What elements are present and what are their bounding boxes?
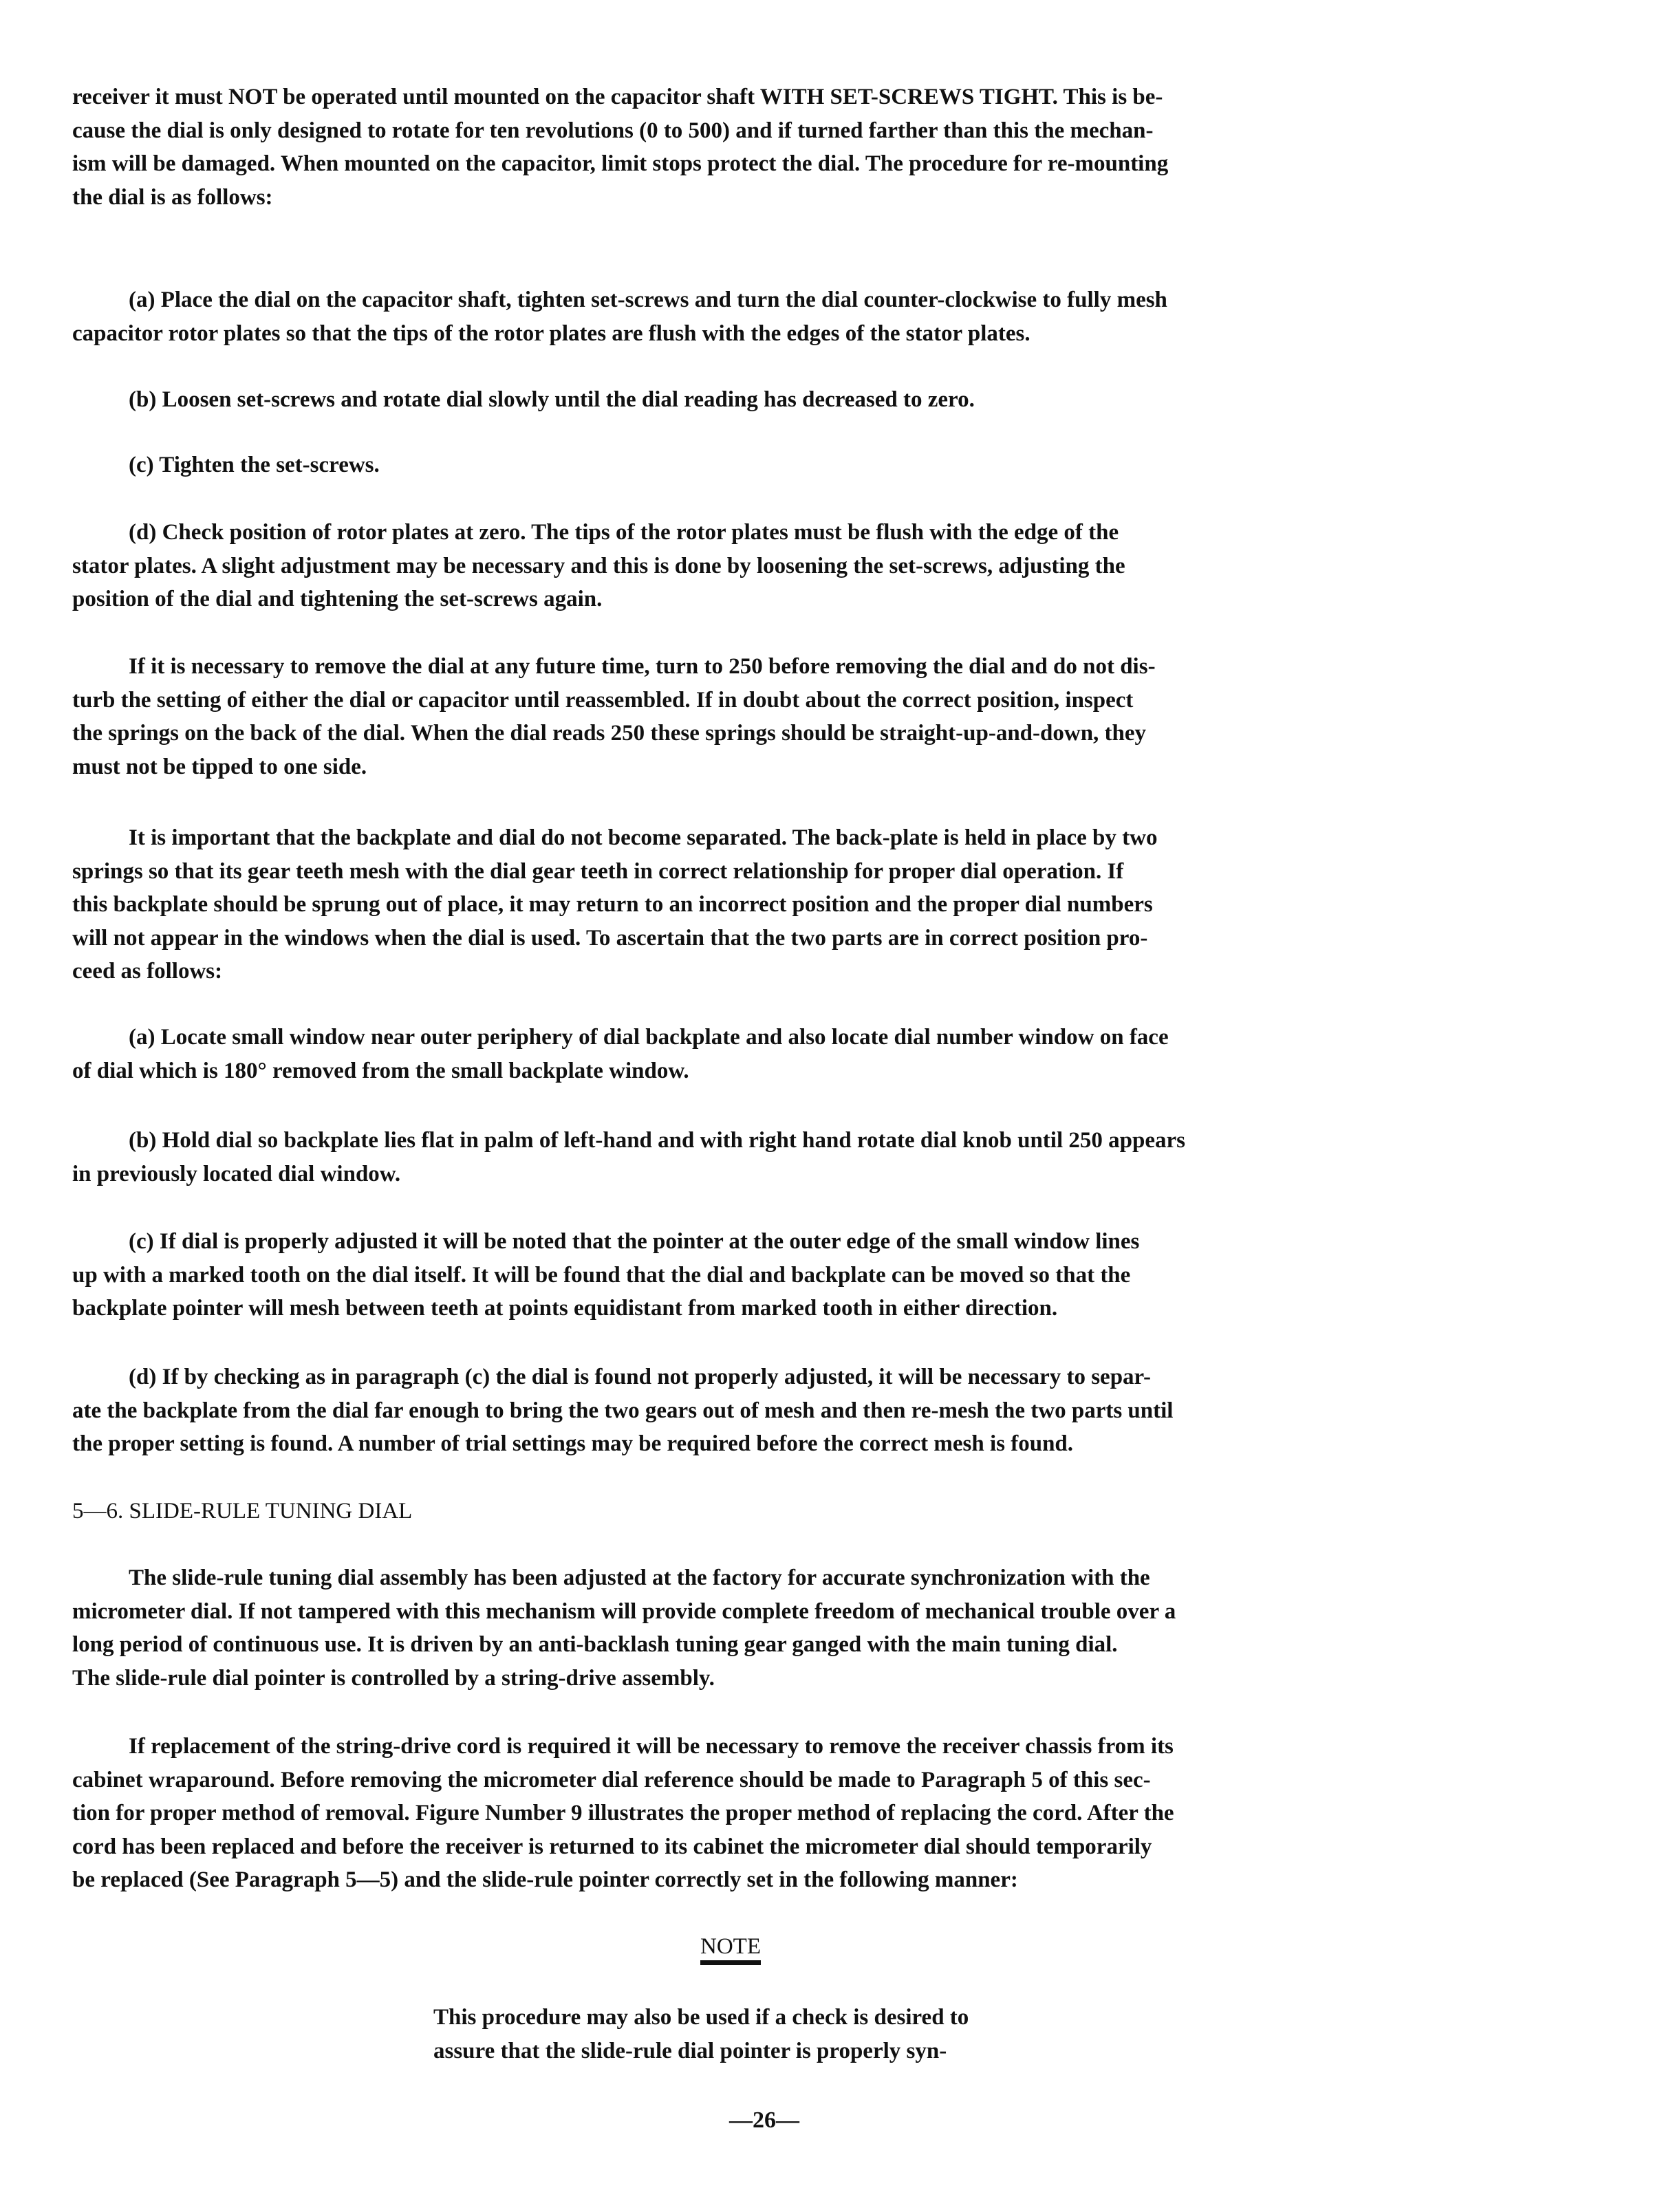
text-line: stator plates. A slight adjustment may be necessary and this is done by loosening the set-screws, adjusting the bbox=[72, 553, 1125, 578]
text-line: of dial which is 180° removed from the small backplate window. bbox=[72, 1058, 689, 1083]
paragraph-cord bbox=[72, 1730, 1489, 1897]
text-line: The slide-rule tuning dial assembly has been adjusted at the factory for accurate synchronization with the bbox=[129, 1565, 1150, 1590]
note-body bbox=[433, 2001, 1259, 2068]
text-line: the proper setting is found. A number of trial settings may be required before the correct mesh is found. bbox=[72, 1431, 1074, 1456]
paragraph-step-a1 bbox=[72, 283, 1489, 350]
text-line: (c) Tighten the set-screws. bbox=[129, 453, 380, 477]
text-line: If it is necessary to remove the dial at any future time, turn to 250 before removing the dial and do not dis- bbox=[129, 654, 1156, 679]
section-heading bbox=[72, 1495, 1489, 1528]
text-line: The slide-rule dial pointer is controlled by a string-drive assembly. bbox=[72, 1665, 715, 1691]
paragraph-step-b2 bbox=[72, 1124, 1489, 1191]
paragraph-step-d1 bbox=[72, 516, 1489, 616]
text-line: position of the dial and tightening the set-screws again. bbox=[72, 587, 603, 611]
text-line: micrometer dial. If not tampered with this mechanism will provide complete freedom of mechanical trouble over a bbox=[72, 1598, 1176, 1624]
text-line: (b) Loosen set-screws and rotate dial slowly until the dial reading has decreased to zero. bbox=[129, 387, 975, 412]
paragraph-slide-rule bbox=[72, 1561, 1489, 1695]
text-line: (b) Hold dial so backplate lies flat in palm of left-hand and with right hand rotate dial knob until 250 appears bbox=[129, 1128, 1185, 1153]
text-line: springs so that its gear teeth mesh with the dial gear teeth in correct relationship for proper dial operation. If bbox=[72, 858, 1124, 884]
text-line: long period of continuous use. It is driven by an anti-backlash tuning gear ganged with the main tuning dial. bbox=[72, 1632, 1118, 1657]
page-number: —26— bbox=[729, 2107, 799, 2133]
text-line: backplate pointer will mesh between teeth at points equidistant from marked tooth in either direction. bbox=[72, 1296, 1058, 1321]
text-line: (c) If dial is properly adjusted it will be noted that the pointer at the outer edge of the small window lines bbox=[129, 1229, 1140, 1254]
text-line: this backplate should be sprung out of place, it may return to an incorrect position and the proper dial numbers bbox=[72, 892, 1153, 917]
text-line: (a) Place the dial on the capacitor shaft, tighten set-screws and turn the dial counter-clockwise to fully mesh bbox=[129, 288, 1167, 312]
paragraph-intro bbox=[72, 80, 1489, 214]
text-line: turb the setting of either the dial or capacitor until reassembled. If in doubt about the correct position, inspect bbox=[72, 687, 1134, 713]
text-line: must not be tipped to one side. bbox=[72, 754, 367, 779]
text-line: (a) Locate small window near outer periphery of dial backplate and also locate dial number window on face bbox=[129, 1025, 1169, 1050]
text-line: It is important that the backplate and dial do not become separated. The back-plate is held in place by two bbox=[129, 825, 1158, 850]
text-line: cause the dial is only designed to rotate for ten revolutions (0 to 500) and if turned farther than this the mechan- bbox=[72, 118, 1154, 143]
paragraph-step-a2 bbox=[72, 1021, 1489, 1087]
text-line: (d) If by checking as in paragraph (c) the dial is found not properly adjusted, it will be necessary to separ- bbox=[129, 1365, 1151, 1389]
paragraph-step-c1 bbox=[72, 448, 1489, 482]
text-line: up with a marked tooth on the dial itself. It will be found that the dial and backplate can be moved so that the bbox=[72, 1262, 1131, 1288]
text-line: capacitor rotor plates so that the tips of the rotor plates are flush with the edges of the stator plates. bbox=[72, 321, 1030, 346]
paragraph-backplate bbox=[72, 821, 1489, 988]
text-line: the springs on the back of the dial. When the dial reads 250 these springs should be straight-up-and-down, they bbox=[72, 721, 1147, 746]
text-line: ate the backplate from the dial far enough to bring the two gears out of mesh and then re-mesh the two parts until bbox=[72, 1398, 1174, 1423]
text-line: tion for proper method of removal. Figure Number 9 illustrates the proper method of replacing the cord. After the bbox=[72, 1801, 1174, 1825]
text-line: cabinet wraparound. Before removing the micrometer dial reference should be made to Paragraph 5 of this sec- bbox=[72, 1767, 1151, 1792]
text-line: cord has been replaced and before the receiver is returned to its cabinet the micrometer dial should temporarily bbox=[72, 1834, 1152, 1859]
note-title: NOTE bbox=[700, 1934, 761, 1959]
text-line: 5—6. SLIDE-RULE TUNING DIAL bbox=[72, 1499, 413, 1524]
text-line: If replacement of the string-drive cord is required it will be necessary to remove the receiver chassis from its bbox=[129, 1734, 1174, 1759]
text-line: ceed as follows: bbox=[72, 959, 223, 984]
text-line: be replaced (See Paragraph 5—5) and the slide-rule pointer correctly set in the following manner: bbox=[72, 1867, 1018, 1892]
paragraph-step-b1 bbox=[72, 383, 1489, 417]
note-line: This procedure may also be used if a check is desired to bbox=[433, 2005, 969, 2030]
text-line: receiver it must NOT be operated until mounted on the capacitor shaft WITH SET-SCREWS TIGHT. This is be- bbox=[72, 85, 1163, 109]
text-line: the dial is as follows: bbox=[72, 184, 273, 210]
paragraph-step-c2 bbox=[72, 1225, 1489, 1325]
text-line: in previously located dial window. bbox=[72, 1161, 401, 1186]
paragraph-removal bbox=[72, 650, 1489, 783]
note-line: assure that the slide-rule dial pointer is properly syn- bbox=[433, 2038, 947, 2063]
text-line: ism will be damaged. When mounted on the capacitor, limit stops protect the dial. The procedure for re-mounting bbox=[72, 151, 1169, 176]
text-line: will not appear in the windows when the dial is used. To ascertain that the two parts are in correct position pro- bbox=[72, 925, 1148, 951]
text-line: (d) Check position of rotor plates at zero. The tips of the rotor plates must be flush with the edge of the bbox=[129, 520, 1119, 545]
paragraph-step-d2 bbox=[72, 1360, 1489, 1461]
